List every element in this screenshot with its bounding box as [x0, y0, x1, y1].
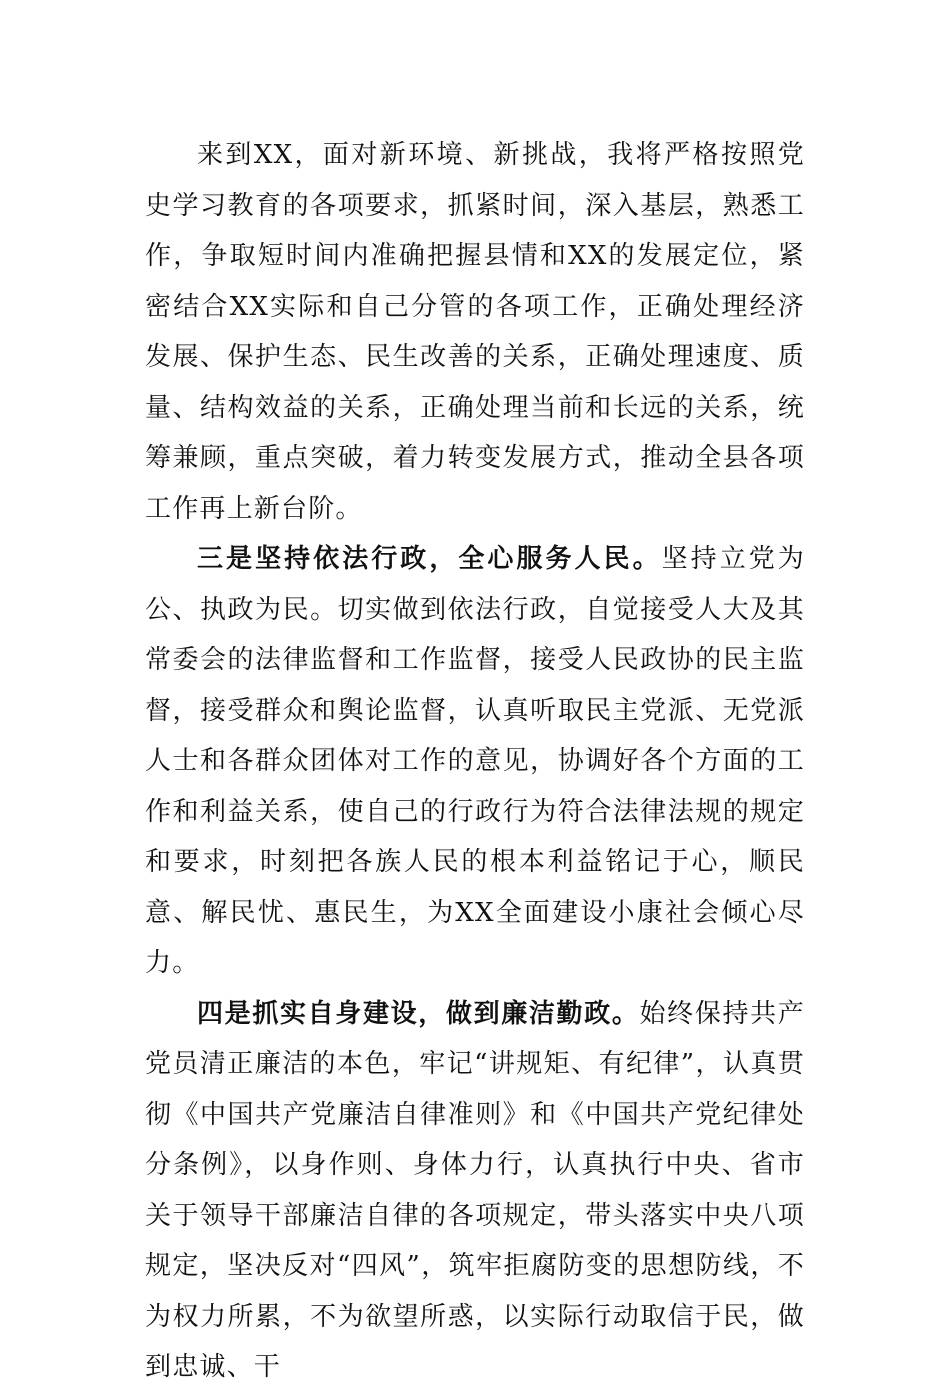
paragraph-1	[145, 130, 805, 534]
paragraph-2	[145, 534, 805, 989]
paragraph-1-text: 来到XX，面对新环境、新挑战，我将严格按照党史学习教育的各项要求，抓紧时间，深入基层，熟悉工作，争取短时间内准确把握县情和XX的发展定位，紧密结合XX实际和自己分管的各项工作，正确处理经济发展、保护生态、民生改善的关系，正确处理速度、质量、结构效益的关系，正确处理当前和长远的关系，统筹兼顾，重点突破，着力转变发展方式，推动全县各项工作再上新台阶。	[145, 140, 805, 524]
document-body	[145, 130, 805, 1393]
paragraph-3	[145, 989, 805, 1393]
paragraph-2-heading: 三是坚持依法行政，全心服务人民。	[197, 544, 662, 574]
paragraph-3-text: 始终保持共产党员清正廉洁的本色，牢记“讲规矩、有纪律”，认真贯彻《中国共产党廉洁自律准则》和《中国共产党纪律处分条例》，以身作则、身体力行，认真执行中央、省市关于领导干部廉洁自律的各项规定，带头落实中央八项规定，坚决反对“四风”，筑牢拒腐防变的思想防线，不为权力所累，不为欲望所惑，以实际行动取信于民，做到忠诚、干	[145, 998, 806, 1382]
paragraph-2-text: 坚持立党为公、执政为民。切实做到依法行政，自觉接受人大及其常委会的法律监督和工作监督，接受人民政协的民主监督，接受群众和舆论监督，认真听取民主党派、无党派人士和各群众团体对工作的意见，协调好各个方面的工作和利益关系，使自己的行政行为符合法律法规的规定和要求，时刻把各族人民的根本利益铭记于心，顺民意、解民忧、惠民生，为XX全面建设小康社会倾心尽力。	[145, 544, 805, 978]
paragraph-3-heading: 四是抓实自身建设，做到廉洁勤政。	[197, 998, 640, 1029]
